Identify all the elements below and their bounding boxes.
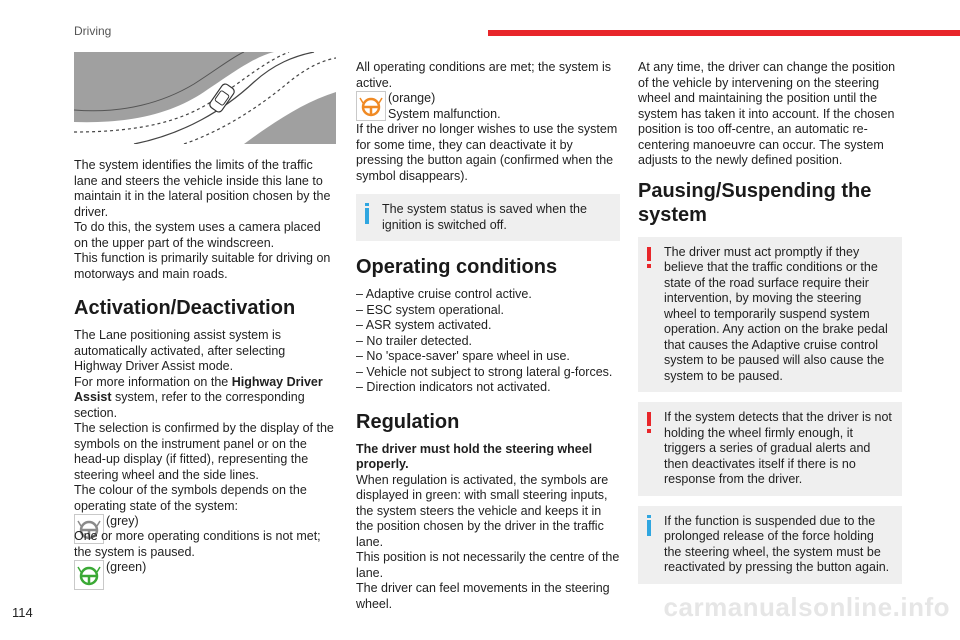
column-3	[638, 60, 904, 584]
conditions-list	[356, 287, 622, 396]
list-item: – ASR system activated.	[356, 318, 492, 332]
green-description: All operating conditions are met; the system is active.	[356, 60, 611, 90]
info-box-suspended	[638, 506, 902, 584]
warning-box-1	[638, 237, 902, 393]
info-box-text: The system status is saved when the ignition is switched off.	[382, 202, 587, 232]
orange-label-group	[386, 91, 501, 122]
change-position-paragraph: At any time, the driver can change the position of the vehicle by intervening on the steering wheel and maintaining the position until the system has taken it into account. If the chosen position is too off-centre, an automatic re-centering manoeuvre can occur. The system adjusts to the newly defined position.	[638, 60, 896, 167]
lane-illustration	[74, 52, 336, 144]
info-icon	[647, 520, 651, 536]
list-item: – ESC system operational.	[356, 302, 504, 317]
activation-paragraph: The Lane positioning assist system is automatically activated, after selecting Highway Driver Assist mode.	[74, 328, 286, 373]
highway-driver-assist-bold: Highway Driver Assist	[74, 374, 323, 404]
steering-lane-orange-icon	[356, 91, 386, 121]
more-info-suffix: system, refer to the corresponding section.	[74, 390, 305, 420]
intro-paragraph: The system identifies the limits of the traffic lane and steers the vehicle inside this lane to maintain it in the lateral position chosen by the driver.	[74, 158, 331, 219]
list-item: – Direction indicators not activated.	[356, 380, 551, 394]
warning-text-2: If the system detects that the driver is not holding the wheel firmly enough, it triggers a series of gradual alerts and then deactivates itself if there is no response from the driver.	[664, 410, 892, 486]
info-icon	[365, 208, 369, 224]
more-info-paragraph	[74, 375, 336, 422]
warning-icon	[647, 412, 651, 426]
orange-description: System malfunction.	[388, 106, 501, 121]
green-label: (green)	[106, 560, 147, 574]
green-symbol-row	[74, 560, 336, 590]
header-accent-bar	[488, 30, 960, 36]
column-1	[74, 52, 336, 590]
warning-icon	[647, 247, 651, 261]
list-item: – Vehicle not subject to strong lateral g-forces.	[356, 364, 613, 379]
watermark: carmanualsonline.info	[663, 592, 950, 622]
section-title: Driving	[74, 24, 112, 38]
pausing-heading: Pausing/Suspending the system	[638, 179, 872, 226]
list-item: – No trailer detected.	[356, 333, 473, 348]
regulation-paragraph-3: The driver can feel movements in the steering wheel.	[356, 581, 610, 611]
road-curve-image	[74, 52, 336, 144]
steering-lane-green-icon	[74, 560, 104, 590]
regulation-heading: Regulation	[356, 410, 460, 433]
regulation-paragraph-1: When regulation is activated, the symbols are displayed in green: with small steering inputs, the system steers the vehicle and keeps it in the position chosen by the driver in the traffic lane.	[356, 472, 609, 549]
more-info-text: For more information on the	[74, 374, 232, 389]
page-number: 114	[12, 605, 33, 620]
conditions-heading: Operating conditions	[356, 256, 558, 278]
list-item: – No 'space-saver' spare wheel in use.	[356, 349, 570, 363]
activation-heading: Activation/Deactivation	[74, 297, 296, 319]
orange-symbol-row	[356, 91, 622, 122]
deactivate-paragraph: If the driver no longer wishes to use the system for some time, they can deactivate it by pressing the button again (confirmed when the symbol disappears).	[356, 122, 618, 183]
grey-label: (grey)	[106, 514, 139, 528]
info-box-status	[356, 194, 620, 241]
colour-paragraph: The colour of the symbols depends on the operating state of the system:	[74, 483, 307, 513]
warning-box-2	[638, 402, 902, 496]
selection-paragraph: The selection is confirmed by the display of the symbols on the instrument panel or on the head-up display (if fitted), representing the steering wheel and the side lines.	[74, 421, 334, 482]
list-item: – Adaptive cruise control active.	[356, 287, 532, 301]
warning-text-1: The driver must act promptly if they believe that the traffic conditions or the state of the road surface require their intervention, by moving the steering wheel to temporarily suspend system operation. Any action on the brake pedal that causes the Adaptive cruise control system to be paused will also cause the system to be paused.	[664, 244, 888, 383]
suitable-paragraph: This function is primarily suitable for driving on motorways and main roads.	[74, 251, 331, 281]
column-2	[356, 60, 622, 612]
info-text-2: If the function is suspended due to the prolonged release of the force holding the steering wheel, the system must be reactivated by pressing the button again.	[664, 513, 890, 574]
camera-paragraph: To do this, the system uses a camera placed on the upper part of the windscreen.	[74, 220, 321, 250]
regulation-paragraph-2: This position is not necessarily the centre of the lane.	[356, 550, 620, 580]
orange-label: (orange)	[388, 91, 436, 105]
grey-description: One or more operating conditions is not met; the system is paused.	[74, 529, 321, 559]
regulation-bold: The driver must hold the steering wheel properly.	[356, 441, 593, 471]
